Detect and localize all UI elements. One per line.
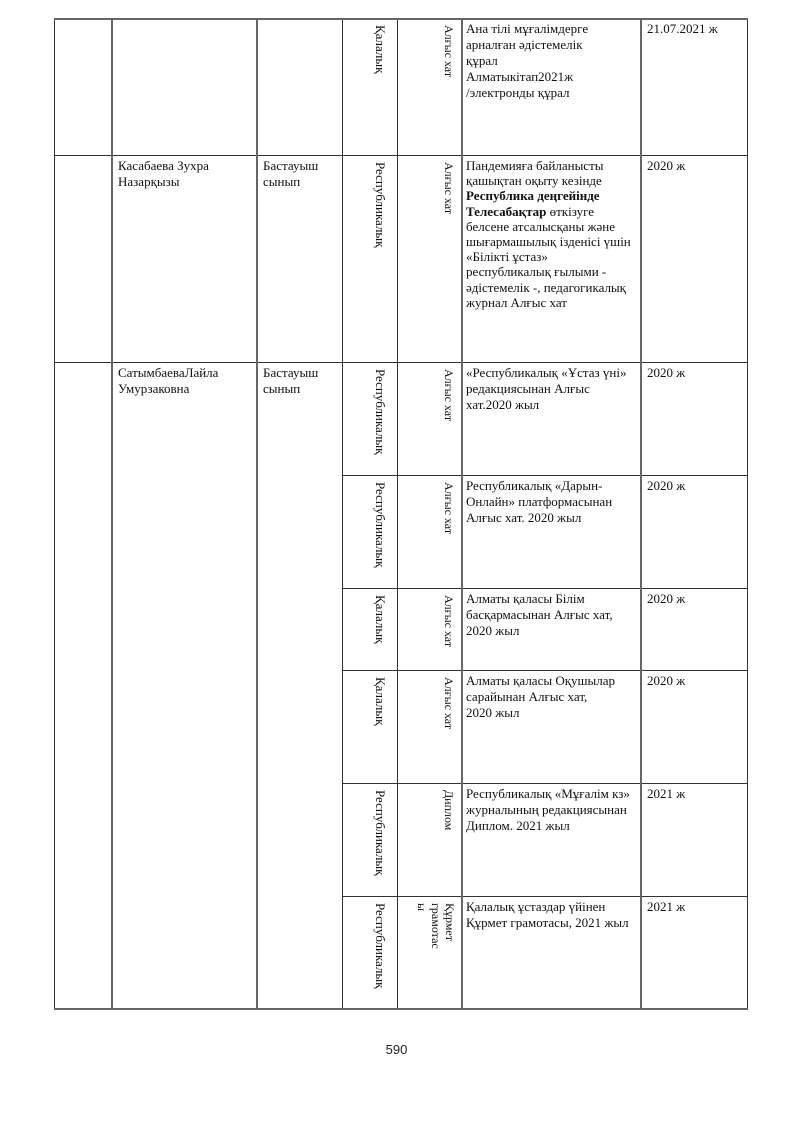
row1-level-cell bbox=[342, 18, 398, 156]
entry4-level-cell bbox=[342, 670, 398, 784]
entry5-level-cell bbox=[342, 783, 398, 897]
awards-table bbox=[54, 18, 748, 1010]
row3-num-cell bbox=[54, 362, 112, 1010]
award-level: Республикалық bbox=[373, 162, 388, 248]
row-number bbox=[55, 156, 63, 160]
description-line: Ана тілі мұғалімдерге bbox=[466, 21, 589, 36]
award-type: Диплом bbox=[442, 790, 456, 831]
entry2-date-cell bbox=[640, 475, 748, 589]
entry2-level-cell bbox=[342, 475, 398, 589]
award-date: 2020 ж bbox=[647, 591, 686, 606]
row2-num-cell bbox=[54, 155, 112, 363]
award-level: Республикалық bbox=[373, 790, 388, 876]
row1-name-cell bbox=[111, 18, 257, 156]
entry1-desc-cell bbox=[461, 362, 641, 476]
entry3-level-cell bbox=[342, 588, 398, 671]
teacher-name: Касабаева Зухра Назарқызы bbox=[118, 158, 209, 189]
award-type: Алғыс хат bbox=[442, 25, 456, 78]
entry5-type-cell bbox=[397, 783, 462, 897]
award-type: Құрмет грамотас ы bbox=[415, 903, 457, 949]
entry4-date-cell bbox=[640, 670, 748, 784]
row2-level-cell bbox=[342, 155, 398, 363]
entry1-level-cell bbox=[342, 362, 398, 476]
award-type: Алғыс хат bbox=[442, 595, 456, 648]
row2-position-cell bbox=[256, 155, 343, 363]
row1-date-cell bbox=[640, 18, 748, 156]
award-level: Республикалық bbox=[373, 482, 388, 568]
table-top-border bbox=[54, 18, 748, 20]
entry2-desc-cell bbox=[461, 475, 641, 589]
description-line: /электронды құрал bbox=[466, 85, 570, 100]
award-date: 2021 ж bbox=[647, 899, 686, 914]
row2-desc-cell bbox=[461, 155, 641, 363]
award-description: Республикалық «Мұғалім кз» журналының редакциясынан Диплом. 2021 жыл bbox=[466, 786, 630, 833]
column-divider bbox=[640, 18, 642, 1010]
description-line: құрал bbox=[466, 53, 498, 68]
award-description: «Республикалық «Ұстаз үні» редакциясынан Алғыс хат.2020 жыл bbox=[466, 365, 627, 412]
column-divider bbox=[111, 18, 113, 1010]
entry6-date-cell bbox=[640, 896, 748, 1010]
row1-position-cell bbox=[256, 18, 343, 156]
award-date: 21.07.2021 ж bbox=[647, 21, 718, 36]
teacher-position: Бастауыш сынып bbox=[263, 365, 319, 396]
row1-type-cell bbox=[397, 18, 462, 156]
description-line: арналған әдістемелік bbox=[466, 37, 583, 52]
entry6-desc-cell bbox=[461, 896, 641, 1010]
award-type: Алғыс хат bbox=[442, 162, 456, 215]
entry3-date-cell bbox=[640, 588, 748, 671]
entry6-type-cell bbox=[397, 896, 462, 1010]
page-number: 590 bbox=[385, 1042, 408, 1057]
column-divider bbox=[256, 18, 258, 1010]
description-bold-text: Республика деңгейінде Телесабақтар bbox=[466, 188, 600, 219]
award-level: Қалалық bbox=[373, 595, 388, 644]
row3-name-cell bbox=[111, 362, 257, 1010]
description-text: Пандемияға байланысты қашықтан оқыту кезінде bbox=[466, 158, 604, 189]
award-level: Қалалық bbox=[373, 677, 388, 726]
entry4-type-cell bbox=[397, 670, 462, 784]
row1-num-cell bbox=[54, 18, 112, 156]
award-type: Алғыс хат bbox=[442, 369, 456, 422]
table-bottom-border bbox=[54, 1008, 748, 1010]
award-type: Алғыс хат bbox=[442, 677, 456, 730]
award-date: 2021 ж bbox=[647, 786, 686, 801]
teacher-name: СатымбаеваЛайла Умурзаковна bbox=[118, 365, 219, 396]
entry5-desc-cell bbox=[461, 783, 641, 897]
award-description: Алматы қаласы Білім басқармасынан Алғыс хат, 2020 жыл bbox=[466, 591, 613, 638]
description-text: өткізуге белсене атсалысқаны және шығармашылық ізденісі үшін «Білікті ұстаз» республикалық ғылыми - әдістемелік -, педагогикалық журнал Алғыс хат bbox=[466, 203, 631, 310]
award-level: Қалалық bbox=[373, 25, 388, 74]
award-description: Республикалық «Дарын-Онлайн» платформасынан Алғыс хат. 2020 жыл bbox=[466, 478, 613, 525]
award-date: 2020 ж bbox=[647, 673, 686, 688]
entry4-desc-cell bbox=[461, 670, 641, 784]
row2-type-cell bbox=[397, 155, 462, 363]
entry5-date-cell bbox=[640, 783, 748, 897]
entry3-desc-cell bbox=[461, 588, 641, 671]
award-date: 2020 ж bbox=[647, 158, 686, 173]
award-type: Алғыс хат bbox=[442, 482, 456, 535]
entry2-type-cell bbox=[397, 475, 462, 589]
description-line: Алматыкітап2021ж bbox=[466, 69, 574, 84]
row-number bbox=[55, 363, 63, 367]
teacher-position: Бастауыш сынып bbox=[263, 158, 319, 189]
entry3-type-cell bbox=[397, 588, 462, 671]
column-divider bbox=[461, 18, 463, 1010]
row1-desc-cell bbox=[461, 18, 641, 156]
award-level: Республикалық bbox=[373, 903, 388, 989]
row2-name-cell bbox=[111, 155, 257, 363]
award-level: Республикалық bbox=[373, 369, 388, 455]
award-date: 2020 ж bbox=[647, 478, 686, 493]
row3-position-cell bbox=[256, 362, 343, 1010]
award-description: Алматы қаласы Оқушылар сарайынан Алғыс хат, 2020 жыл bbox=[466, 673, 616, 720]
entry1-type-cell bbox=[397, 362, 462, 476]
award-description: Қалалық ұстаздар үйінен Құрмет грамотасы, 2021 жыл bbox=[466, 899, 629, 930]
entry1-date-cell bbox=[640, 362, 748, 476]
row2-date-cell bbox=[640, 155, 748, 363]
entry6-level-cell bbox=[342, 896, 398, 1010]
award-date: 2020 ж bbox=[647, 365, 686, 380]
